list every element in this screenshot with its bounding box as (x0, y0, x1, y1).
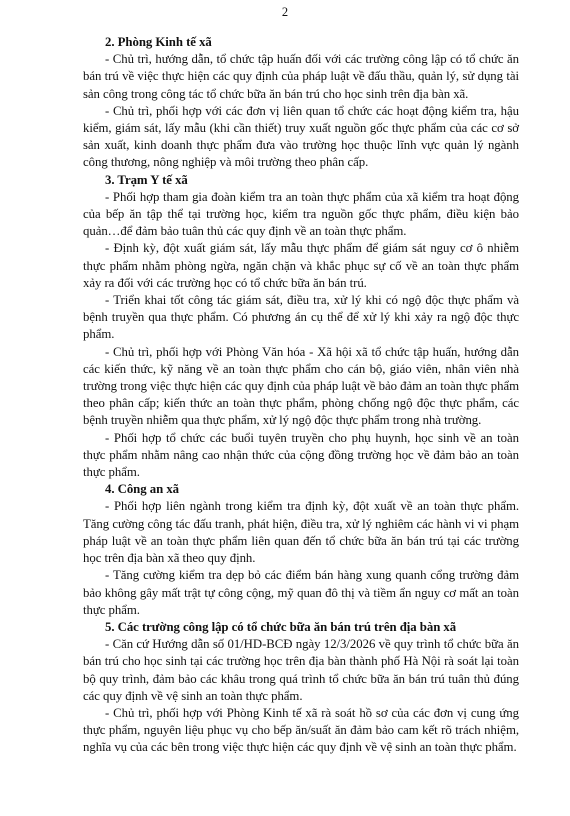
section-paragraph: - Tăng cường kiểm tra dẹp bỏ các điểm bán hàng xung quanh cổng trường đảm bảo không gây mất trật tự công cộng, mỹ quan đô thị và tiềm ẩn nguy cơ mất an toàn thực phẩm. (83, 568, 519, 617)
section-heading: 5. Các trường công lập có tổ chức bữa ăn bán trú trên địa bàn xã (105, 619, 457, 634)
section-heading: 4. Công an xã (105, 482, 180, 497)
section-paragraph: - Chủ trì, phối hợp với các đơn vị liên quan tổ chức các hoạt động kiểm tra, hậu kiểm, giám sát, lấy mẫu (khi cần thiết) truy xuất nguồn gốc thực phẩm của các cơ sở sản xuất, kinh doanh thực phẩm đưa vào trường học thuộc lĩnh vực quản lý ngành công thương, nông nghiệp và môi trường theo phân cấp. (83, 103, 519, 170)
section-paragraph: - Chủ trì, phối hợp với Phòng Kinh tế xã rà soát hồ sơ của các đơn vị cung ứng thực phẩm, nguyên liệu phục vụ cho bếp ăn/suất ăn đảm bảo cam kết rõ trách nhiệm, nghĩa vụ của các bên trong việc thực hiện các quy định về vệ sinh an toàn thực phẩm. (83, 705, 519, 755)
section-paragraph: - Căn cứ Hướng dẫn số 01/HD-BCĐ ngày 12/3/2026 về quy trình tổ chức bữa ăn bán trú cho học sinh tại các trường học trên địa bàn thành phố Hà Nội rà soát lại toàn bộ quy trình, đảm bảo các khâu trong quá trình tổ chức bữa ăn bán trú tuân thủ đúng các quy định về vệ sinh an toàn thực phẩm. (83, 637, 519, 703)
section-paragraph: - Phối hợp liên ngành trong kiểm tra định kỳ, đột xuất về an toàn thực phẩm. Tăng cường công tác đấu tranh, phát hiện, điều tra, xử lý nghiêm các hành vi vi phạm pháp luật về an toàn thực phẩm liên quan đến tổ chức bữa ăn bán trú tại các trường học trên địa bàn xã theo quy định. (83, 499, 519, 566)
section-heading: 2. Phòng Kinh tế xã (105, 35, 212, 49)
section-paragraph: - Định kỳ, đột xuất giám sát, lấy mẫu thực phẩm để giám sát nguy cơ ô nhiễm thực phẩm nhằm phòng ngừa, ngăn chặn và khắc phục sự cố về an toàn thực phẩm xảy ra đối với các trường học có tổ chức bữa ăn bán trú. (83, 241, 519, 290)
section-paragraph: - Chủ trì, phối hợp với Phòng Văn hóa - Xã hội xã tổ chức tập huấn, hướng dẫn các kiến thức, kỹ năng về an toàn thực phẩm cho cán bộ, giáo viên, nhân viên nhà trường trong việc thực hiện các quy định của pháp luật về bảo đảm an toàn thực phẩm theo phân cấp; kiến thức an toàn thực phẩm, phòng chống ngộ độc thực phẩm, các bệnh truyền nhiễm qua thực phẩm, xử lý ngộ độc thực phẩm trong nhà trường. (83, 344, 519, 428)
document-body (83, 34, 519, 757)
section-paragraph: - Phối hợp tổ chức các buổi tuyên truyền cho phụ huynh, học sinh về an toàn thực phẩm nhằm nâng cao nhận thức của cộng đồng trường học về đảm bảo an toàn thực phẩm. (83, 430, 519, 480)
section-paragraph: - Triển khai tốt công tác giám sát, điều tra, xử lý khi có ngộ độc thực phẩm và bệnh truyền qua thực phẩm. Có phương án cụ thể để xử lý khi xảy ra ngộ độc thực phẩm. (83, 293, 519, 342)
section-heading: 3. Trạm Y tế xã (105, 172, 188, 187)
section-paragraph: - Phối hợp tham gia đoàn kiểm tra an toàn thực phẩm của xã kiểm tra hoạt động của bếp ăn tập thể tại trường học, kiểm tra nguồn gốc thực phẩm, điều kiện bảo quản…để đảm bảo tuân thủ các quy định về an toàn thực phẩm. (83, 189, 519, 239)
page-number: 2 (281, 5, 289, 19)
section-paragraph: - Chủ trì, hướng dẫn, tổ chức tập huấn đối với các trường công lập có tổ chức ăn bán trú về việc thực hiện các quy định của pháp luật về đấu thầu, quản lý, sử dụng tài sản công trong công tác tổ chức bữa ăn bán trú cho học sinh trên địa bàn xã. (83, 52, 519, 101)
